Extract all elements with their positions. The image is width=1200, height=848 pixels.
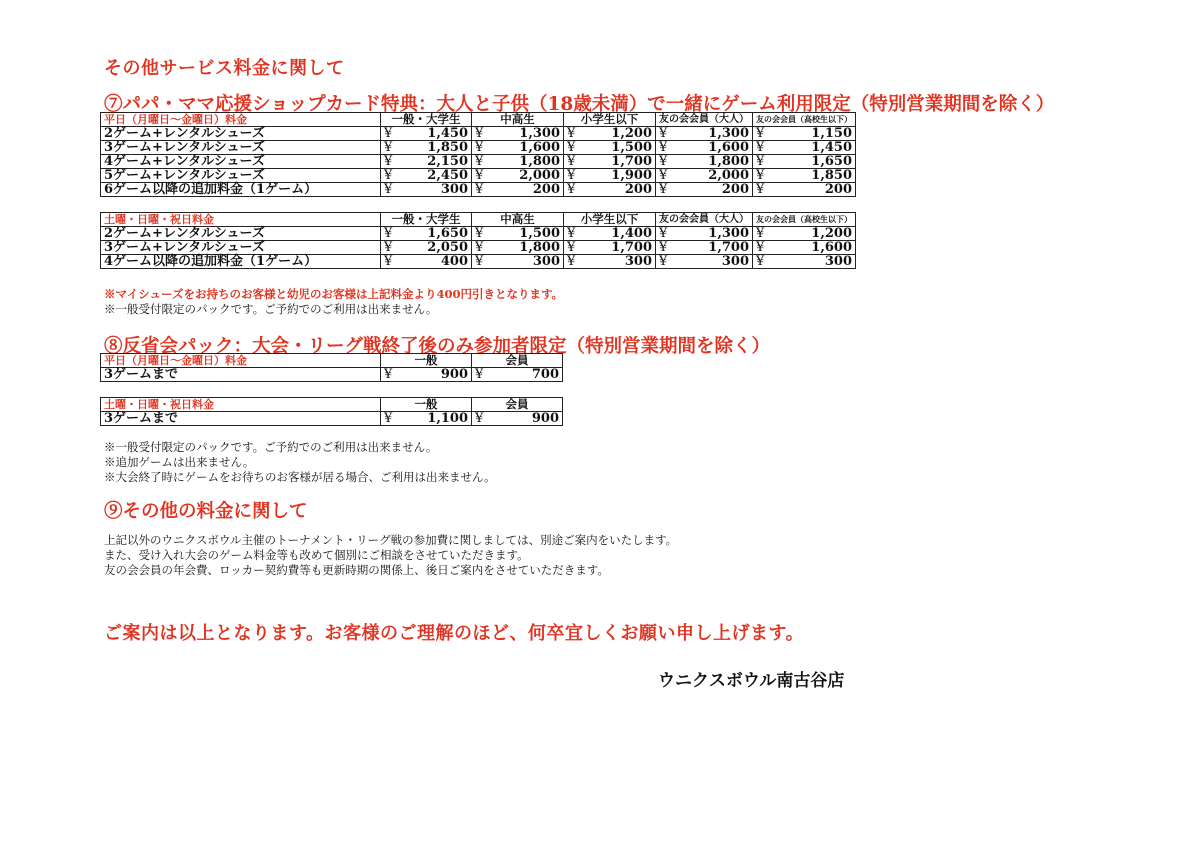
price-cell: [753, 227, 856, 241]
price-amount: 300: [824, 254, 852, 269]
row-label: 3ゲームまで: [101, 412, 381, 426]
price-amount: 200: [721, 182, 749, 197]
row-label: 2ゲーム+レンタルシューズ: [101, 127, 381, 141]
yen-symbol: ¥: [756, 126, 765, 141]
column-header: 一般・大学生: [381, 213, 472, 227]
column-header: 一般: [381, 354, 472, 368]
price-amount: 1,300: [708, 126, 749, 141]
column-header: 小学生以下: [564, 113, 656, 127]
price-amount: 200: [824, 182, 852, 197]
price-amount: 900: [440, 367, 468, 382]
table-row: [101, 227, 856, 241]
price-cell: [472, 127, 564, 141]
price-amount: 1,450: [811, 140, 852, 155]
column-header: 友の会会員（大人）: [656, 213, 753, 227]
yen-symbol: ¥: [659, 226, 668, 241]
yen-symbol: ¥: [384, 126, 393, 141]
yen-symbol: ¥: [659, 240, 668, 255]
table-row: [101, 368, 563, 382]
price-cell: [753, 241, 856, 255]
discount-note: ※マイシューズをお持ちのお客様と幼児のお客様は上記料金より400円引きとなります。: [104, 287, 564, 301]
price-cell: [564, 227, 656, 241]
price-amount: 1,800: [708, 154, 749, 169]
table-row: [101, 255, 856, 269]
price-cell: [381, 241, 472, 255]
price-cell: [564, 241, 656, 255]
price-amount: 1,500: [519, 226, 560, 241]
price-amount: 2,150: [427, 154, 468, 169]
yen-symbol: ¥: [475, 168, 484, 183]
yen-symbol: ¥: [384, 411, 393, 426]
column-header: 中高生: [472, 113, 564, 127]
price-amount: 1,200: [811, 226, 852, 241]
yen-symbol: ¥: [475, 240, 484, 255]
price-amount: 1,300: [708, 226, 749, 241]
price-cell: [381, 141, 472, 155]
yen-symbol: ¥: [659, 182, 668, 197]
yen-symbol: ¥: [567, 140, 576, 155]
yen-symbol: ¥: [384, 254, 393, 269]
price-cell: [656, 255, 753, 269]
column-header: 友の会会員（高校生以下）: [753, 113, 856, 127]
body-line: 上記以外のウニクスボウル主催のトーナメント・リーグ戦の参加費に関しましては、別途ご案内をいたします。: [104, 533, 678, 547]
price-amount: 1,800: [519, 154, 560, 169]
section7-weekday-rows: [101, 127, 856, 197]
yen-symbol: ¥: [756, 240, 765, 255]
price-cell: [381, 412, 472, 426]
price-cell: [656, 183, 753, 197]
yen-symbol: ¥: [756, 182, 765, 197]
price-cell: [472, 412, 563, 426]
yen-symbol: ¥: [475, 254, 484, 269]
column-header: 中高生: [472, 213, 564, 227]
price-cell: [381, 183, 472, 197]
price-cell: [564, 155, 656, 169]
price-cell: [472, 141, 564, 155]
price-cell: [753, 155, 856, 169]
section8-weekend-rows: [101, 412, 563, 426]
yen-symbol: ¥: [475, 140, 484, 155]
yen-symbol: ¥: [756, 226, 765, 241]
yen-symbol: ¥: [475, 126, 484, 141]
yen-symbol: ¥: [659, 154, 668, 169]
yen-symbol: ¥: [475, 226, 484, 241]
yen-symbol: ¥: [567, 126, 576, 141]
yen-symbol: ¥: [659, 254, 668, 269]
column-header: 友の会会員（大人）: [656, 113, 753, 127]
price-amount: 1,600: [811, 240, 852, 255]
table-row: [101, 155, 856, 169]
section8-heading: ⑧反省会パック：大会・リーグ戦終了後のみ参加者限定（特別営業期間を除く）: [104, 336, 771, 357]
section8-weekday-rows: [101, 368, 563, 382]
yen-symbol: ¥: [475, 182, 484, 197]
price-amount: 1,200: [611, 126, 652, 141]
table-header-label: 平日（月曜日～金曜日）料金: [101, 113, 381, 127]
table-row: [101, 169, 856, 183]
price-amount: 300: [721, 254, 749, 269]
column-header: 友の会会員（高校生以下）: [753, 213, 856, 227]
table-header-label: 平日（月曜日～金曜日）料金: [101, 354, 381, 368]
price-amount: 2,050: [427, 240, 468, 255]
price-cell: [564, 169, 656, 183]
price-amount: 200: [532, 182, 560, 197]
price-amount: 1,500: [611, 140, 652, 155]
price-cell: [472, 169, 564, 183]
yen-symbol: ¥: [475, 411, 484, 426]
section8-weekend-table: [100, 397, 563, 426]
row-label: 6ゲーム以降の追加料金（1ゲーム）: [101, 183, 381, 197]
yen-symbol: ¥: [475, 154, 484, 169]
price-cell: [753, 141, 856, 155]
price-amount: 1,100: [427, 411, 468, 426]
price-amount: 1,600: [708, 140, 749, 155]
booking-note: ※一般受付限定のパックです。ご予約でのご利用は出来ません。: [104, 302, 438, 316]
price-amount: 200: [624, 182, 652, 197]
price-amount: 1,300: [519, 126, 560, 141]
row-label: 3ゲームまで: [101, 368, 381, 382]
price-cell: [381, 255, 472, 269]
price-amount: 900: [531, 411, 559, 426]
yen-symbol: ¥: [567, 154, 576, 169]
price-amount: 1,700: [611, 240, 652, 255]
price-amount: 300: [440, 182, 468, 197]
price-amount: 1,600: [519, 140, 560, 155]
section7-heading: ⑦パパ・ママ応援ショップカード特典：大人と子供（18歳未満）で一緒にゲーム利用限定（特別営業期間を除く）: [104, 94, 1055, 115]
price-amount: 1,400: [611, 226, 652, 241]
table-header-row: [101, 398, 563, 412]
price-cell: [656, 141, 753, 155]
price-cell: [564, 141, 656, 155]
closing-message: ご案内は以上となります。お客様のご理解のほど、何卒宜しくお願い申し上げます。: [104, 623, 805, 644]
price-amount: 2,450: [427, 168, 468, 183]
price-amount: 1,700: [611, 154, 652, 169]
yen-symbol: ¥: [756, 140, 765, 155]
price-cell: [656, 169, 753, 183]
price-amount: 1,900: [611, 168, 652, 183]
yen-symbol: ¥: [475, 367, 484, 382]
price-cell: [656, 127, 753, 141]
yen-symbol: ¥: [384, 240, 393, 255]
price-cell: [381, 169, 472, 183]
price-cell: [564, 183, 656, 197]
price-amount: 1,150: [811, 126, 852, 141]
section7-weekday-table: [100, 112, 856, 197]
price-amount: 300: [624, 254, 652, 269]
row-label: 5ゲーム+レンタルシューズ: [101, 169, 381, 183]
column-header: 会員: [472, 398, 563, 412]
price-cell: [753, 169, 856, 183]
price-cell: [753, 127, 856, 141]
table-header-row: [101, 113, 856, 127]
yen-symbol: ¥: [384, 140, 393, 155]
price-amount: 700: [531, 367, 559, 382]
table-header-label: 土曜・日曜・祝日料金: [101, 213, 381, 227]
price-cell: [564, 127, 656, 141]
yen-symbol: ¥: [384, 154, 393, 169]
row-label: 2ゲーム+レンタルシューズ: [101, 227, 381, 241]
price-cell: [381, 155, 472, 169]
yen-symbol: ¥: [567, 168, 576, 183]
yen-symbol: ¥: [756, 168, 765, 183]
table-row: [101, 127, 856, 141]
price-amount: 2,000: [519, 168, 560, 183]
price-cell: [381, 368, 472, 382]
price-cell: [564, 255, 656, 269]
price-cell: [472, 227, 564, 241]
pack-note: ※大会終了時にゲームをお待ちのお客様が居る場合、ご利用は出来ません。: [104, 470, 496, 484]
price-cell: [381, 127, 472, 141]
yen-symbol: ¥: [384, 367, 393, 382]
yen-symbol: ¥: [659, 126, 668, 141]
yen-symbol: ¥: [756, 154, 765, 169]
yen-symbol: ¥: [384, 182, 393, 197]
price-amount: 1,850: [811, 168, 852, 183]
table-row: [101, 412, 563, 426]
price-amount: 1,650: [811, 154, 852, 169]
price-cell: [381, 227, 472, 241]
yen-symbol: ¥: [384, 226, 393, 241]
table-header-row: [101, 213, 856, 227]
page-title: その他サービス料金に関して: [104, 58, 345, 79]
pack-note: ※一般受付限定のパックです。ご予約でのご利用は出来ません。: [104, 440, 438, 454]
price-cell: [656, 155, 753, 169]
table-header-row: [101, 354, 563, 368]
price-cell: [472, 255, 564, 269]
price-cell: [753, 255, 856, 269]
price-cell: [656, 241, 753, 255]
section7-weekend-rows: [101, 227, 856, 269]
yen-symbol: ¥: [384, 168, 393, 183]
price-cell: [472, 155, 564, 169]
column-header: 会員: [472, 354, 563, 368]
price-amount: 2,000: [708, 168, 749, 183]
body-line: 友の会会員の年会費、ロッカー契約費等も更新時期の関係上、後日ご案内をさせていただきます。: [104, 563, 609, 577]
section8-weekday-table: [100, 353, 563, 382]
column-header: 一般・大学生: [381, 113, 472, 127]
price-amount: 1,850: [427, 140, 468, 155]
row-label: 3ゲーム+レンタルシューズ: [101, 241, 381, 255]
pack-note: ※追加ゲームは出来ません。: [104, 455, 255, 469]
table-row: [101, 241, 856, 255]
price-cell: [472, 183, 564, 197]
store-signature: ウニクスボウル南古谷店: [658, 671, 845, 691]
yen-symbol: ¥: [659, 140, 668, 155]
yen-symbol: ¥: [659, 168, 668, 183]
column-header: 小学生以下: [564, 213, 656, 227]
price-cell: [656, 227, 753, 241]
table-row: [101, 141, 856, 155]
yen-symbol: ¥: [756, 254, 765, 269]
section7-weekend-table: [100, 212, 856, 269]
yen-symbol: ¥: [567, 226, 576, 241]
price-amount: 1,800: [519, 240, 560, 255]
price-amount: 1,700: [708, 240, 749, 255]
yen-symbol: ¥: [567, 182, 576, 197]
yen-symbol: ¥: [567, 254, 576, 269]
row-label: 4ゲーム以降の追加料金（1ゲーム）: [101, 255, 381, 269]
price-amount: 1,450: [427, 126, 468, 141]
row-label: 3ゲーム+レンタルシューズ: [101, 141, 381, 155]
column-header: 一般: [381, 398, 472, 412]
row-label: 4ゲーム+レンタルシューズ: [101, 155, 381, 169]
price-cell: [472, 241, 564, 255]
yen-symbol: ¥: [567, 240, 576, 255]
price-cell: [472, 368, 563, 382]
body-line: また、受け入れ大会のゲーム料金等も改めて個別にご相談をさせていただきます。: [104, 548, 529, 562]
table-header-label: 土曜・日曜・祝日料金: [101, 398, 381, 412]
price-amount: 400: [440, 254, 468, 269]
price-cell: [753, 183, 856, 197]
price-amount: 1,650: [427, 226, 468, 241]
section9-heading: ⑨その他の料金に関して: [104, 501, 308, 522]
table-row: [101, 183, 856, 197]
price-amount: 300: [532, 254, 560, 269]
